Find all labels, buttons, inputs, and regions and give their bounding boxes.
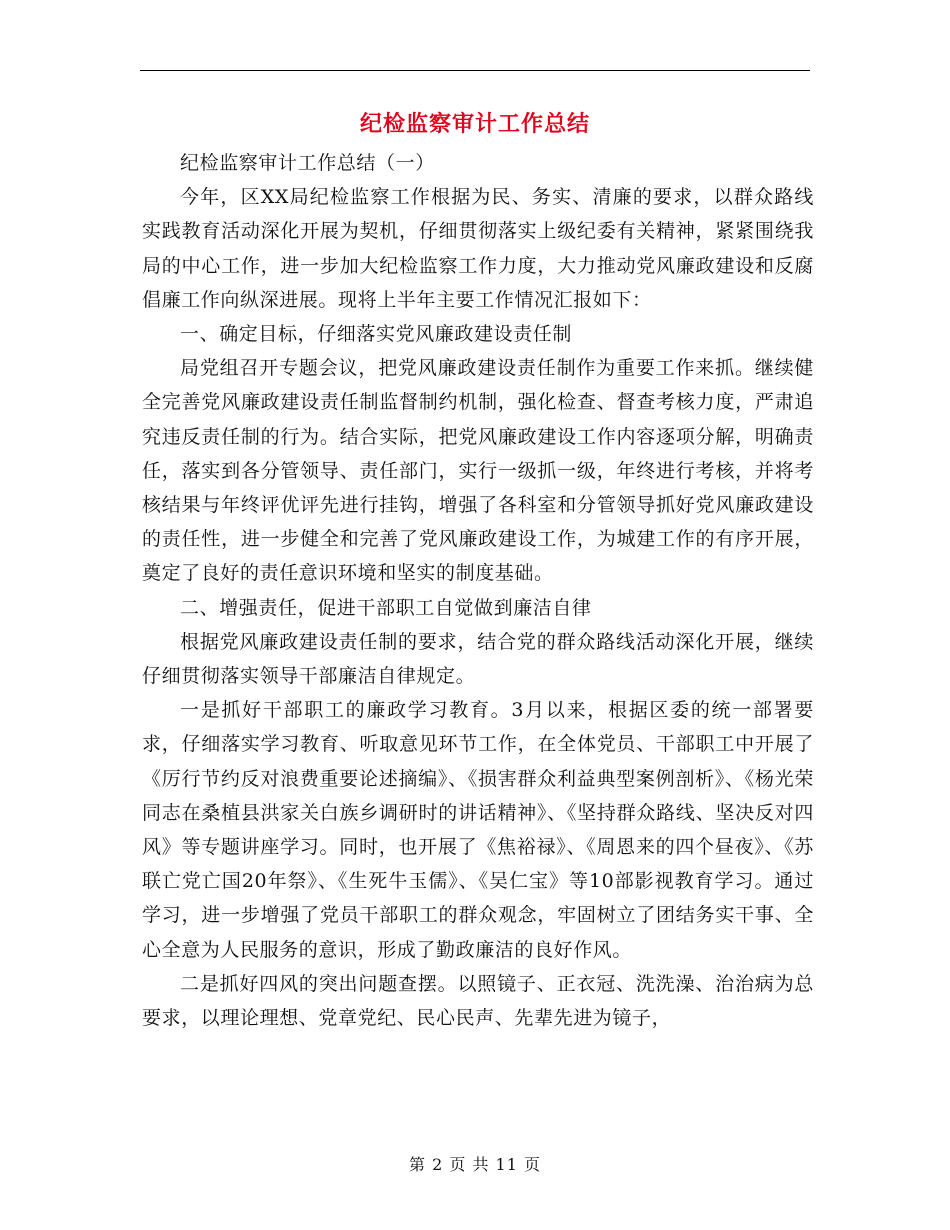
- page-number: 第 2 页 共 11 页: [409, 1155, 541, 1174]
- paragraph-intro: 今年，区XX局纪检监察工作根据为民、务实、清廉的要求，以群众路线实践教育活动深化开展为契机，仔细贯彻落实上级纪委有关精神，紧紧围绕我局的中心工作，进一步加大纪检监察工作力度，大力推动党风廉政建设和反腐倡廉工作向纵深进展。现将上半年主要工作情况汇报如下：: [142, 186, 814, 311]
- paragraph-four-winds: 二是抓好四风的突出问题查摆。以照镜子、正衣冠、洗洗澡、治治病为总要求，以理论理想、党章党纪、民心民声、先辈先进为镜子，: [142, 972, 814, 1030]
- document-title: 纪检监察审计工作总结: [359, 111, 590, 137]
- document-body: [142, 146, 814, 1035]
- section-heading-1: 一、确定目标，仔细落实党风廉政建设责任制: [180, 323, 573, 346]
- paragraph-section-2: 根据党风廉政建设责任制的要求，结合党的群众路线活动深化开展，继续仔细贯彻落实领导干部廉洁自律规定。: [142, 630, 814, 688]
- header-rule: [140, 70, 810, 71]
- paragraph-section-1: 局党组召开专题会议，把党风廉政建设责任制作为重要工作来抓。继续健全完善党风廉政建设责任制监督制约机制，强化检查、督查考核力度，严肃追究违反责任制的行为。结合实际，把党风廉政建设工作内容逐项分解，明确责任，落实到各分管领导、责任部门，实行一级抓一级，年终进行考核，并将考核结果与年终评优评先进行挂钩，增强了各科室和分管领导抓好党风廉政建设的责任性，进一步健全和完善了党风廉政建设工作，为城建工作的有序开展，奠定了良好的责任意识环境和坚实的制度基础。: [142, 357, 814, 585]
- paragraph-subtitle: 纪检监察审计工作总结（一）: [180, 152, 435, 174]
- section-heading-2: 二、增强责任，促进干部职工自觉做到廉洁自律: [180, 596, 592, 619]
- paragraph-study: 一是抓好干部职工的廉政学习教育。3月以来，根据区委的统一部署要求，仔细落实学习教育、听取意见环节工作，在全体党员、干部职工中开展了《厉行节约反对浪费重要论述摘编》、《损害群众利益典型案例剖析》、《杨光荣同志在桑植县洪家关白族乡调研时的讲话精神》、《坚持群众路线、坚决反对四风》等专题讲座学习。同时，也开展了《焦裕禄》、《周恩来的四个昼夜》、《苏联亡党亡国20年祭》、《生死牛玉儒》、《吴仁宝》等10部影视教育学习。通过学习，进一步增强了党员干部职工的群众观念，牢固树立了团结务实干事、全心全意为人民服务的意识，形成了勤政廉洁的良好作风。: [142, 699, 814, 961]
